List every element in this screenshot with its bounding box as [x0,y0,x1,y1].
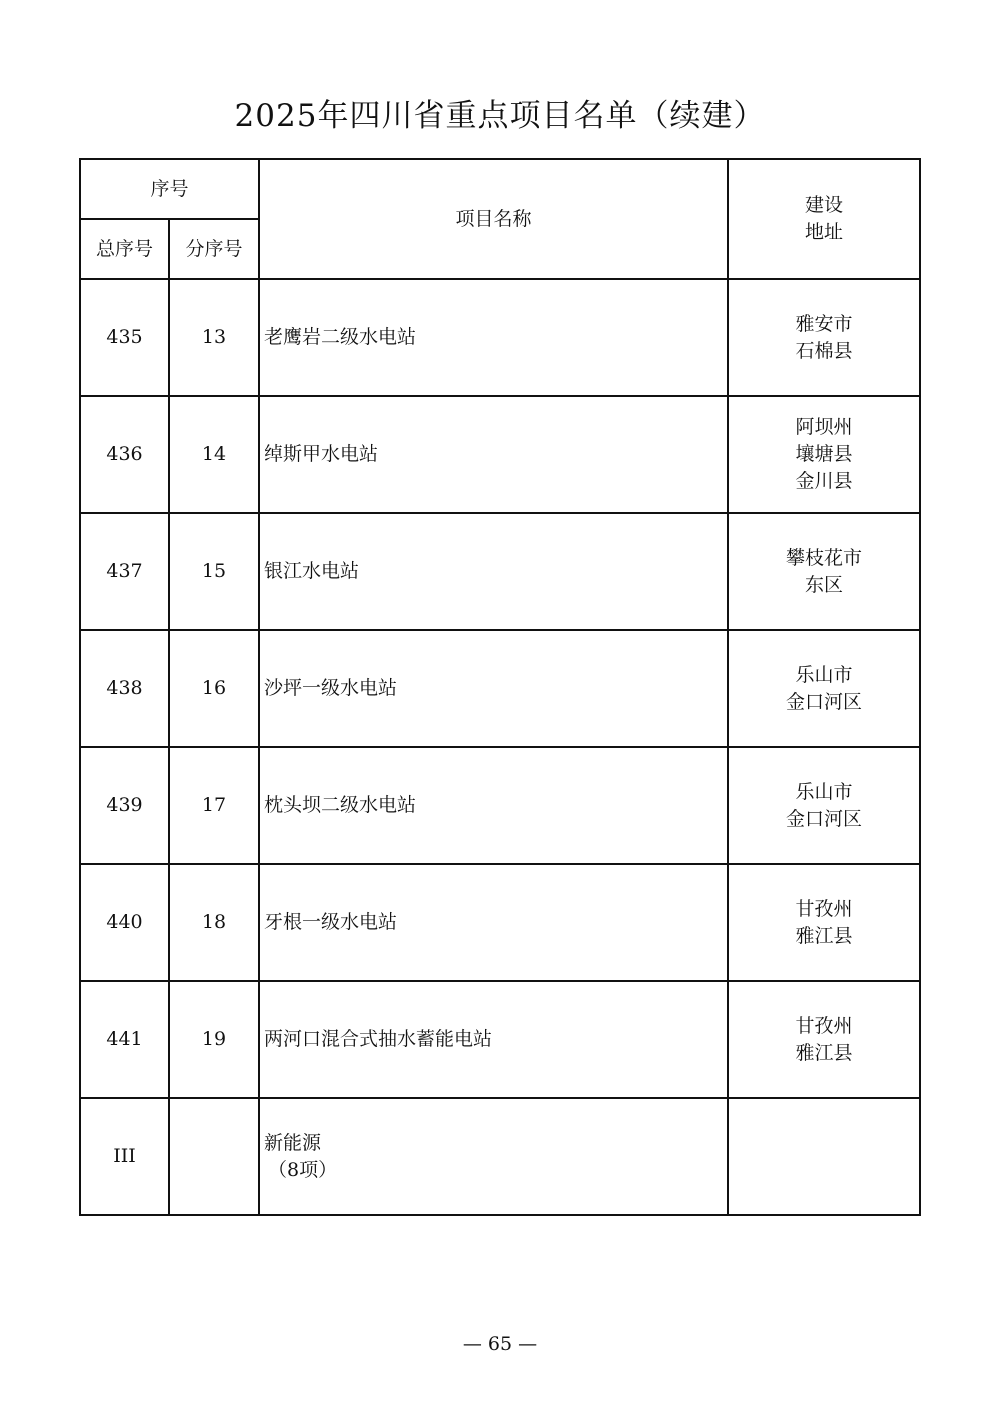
category-total-seq-cell: III [80,1098,169,1215]
total-seq-cell: 435 [80,279,169,396]
project-table [79,158,921,1216]
header-seq-group: 序号 [80,159,259,219]
sub-seq-cell: 13 [169,279,259,396]
project-name-cell: 沙坪一级水电站 [259,630,728,747]
location-line: 金口河区 [786,690,863,713]
location-line: 乐山市 [795,663,853,686]
total-seq-cell: 437 [80,513,169,630]
table-row [80,981,920,1098]
header-project-name: 项目名称 [259,159,728,279]
table-row [80,864,920,981]
header-sub-seq: 分序号 [169,219,259,279]
sub-seq-cell: 14 [169,396,259,513]
total-seq-cell: 441 [80,981,169,1098]
header-row-1 [80,159,920,219]
page-title: 2025年四川省重点项目名单（续建） [234,98,766,134]
sub-seq-cell: 18 [169,864,259,981]
location-line: 攀枝花市 [786,546,863,569]
table-row [80,630,920,747]
location-cell [728,747,920,864]
sub-seq-cell: 15 [169,513,259,630]
sub-seq-cell: 16 [169,630,259,747]
total-seq-cell: 438 [80,630,169,747]
location-line: 甘孜州 [795,1014,853,1037]
total-seq-cell: 439 [80,747,169,864]
sub-seq-cell: 17 [169,747,259,864]
location-cell [728,513,920,630]
location-cell [728,981,920,1098]
project-name-cell: 两河口混合式抽水蓄能电站 [259,981,728,1098]
header-location-line1: 建设 [805,194,844,216]
location-cell [728,279,920,396]
project-name-cell: 枕头坝二级水电站 [259,747,728,864]
project-name-cell: 老鹰岩二级水电站 [259,279,728,396]
location-line: 壤塘县 [795,443,853,465]
category-name-line2: （8项） [268,1158,338,1181]
category-row [80,1098,920,1215]
category-name-cell [259,1098,728,1215]
location-line: 金口河区 [786,807,863,830]
location-line: 金川县 [795,470,853,492]
total-seq-cell: 436 [80,396,169,513]
location-cell [728,630,920,747]
sub-seq-cell: 19 [169,981,259,1098]
location-line: 阿坝州 [795,416,853,438]
location-line: 乐山市 [795,780,853,803]
project-name-cell: 银江水电站 [259,513,728,630]
header-total-seq: 总序号 [80,219,169,279]
category-location-cell [728,1098,920,1215]
project-name-cell: 绰斯甲水电站 [259,396,728,513]
location-line: 雅江县 [795,924,853,947]
project-name-cell: 牙根一级水电站 [259,864,728,981]
table-row [80,279,920,396]
header-location [728,159,920,279]
location-line: 雅安市 [795,312,853,335]
location-line: 东区 [805,573,844,596]
location-line: 石棉县 [795,339,853,362]
location-cell [728,864,920,981]
table-row [80,513,920,630]
header-location-line2: 地址 [805,221,844,243]
category-sub-seq-cell [169,1098,259,1215]
table-row [80,747,920,864]
page-number: — 65 — [462,1333,538,1355]
location-line: 甘孜州 [795,897,853,920]
location-line: 雅江县 [795,1041,853,1064]
location-cell [728,396,920,513]
category-name-line1: 新能源 [264,1131,322,1154]
table-row [80,396,920,513]
total-seq-cell: 440 [80,864,169,981]
